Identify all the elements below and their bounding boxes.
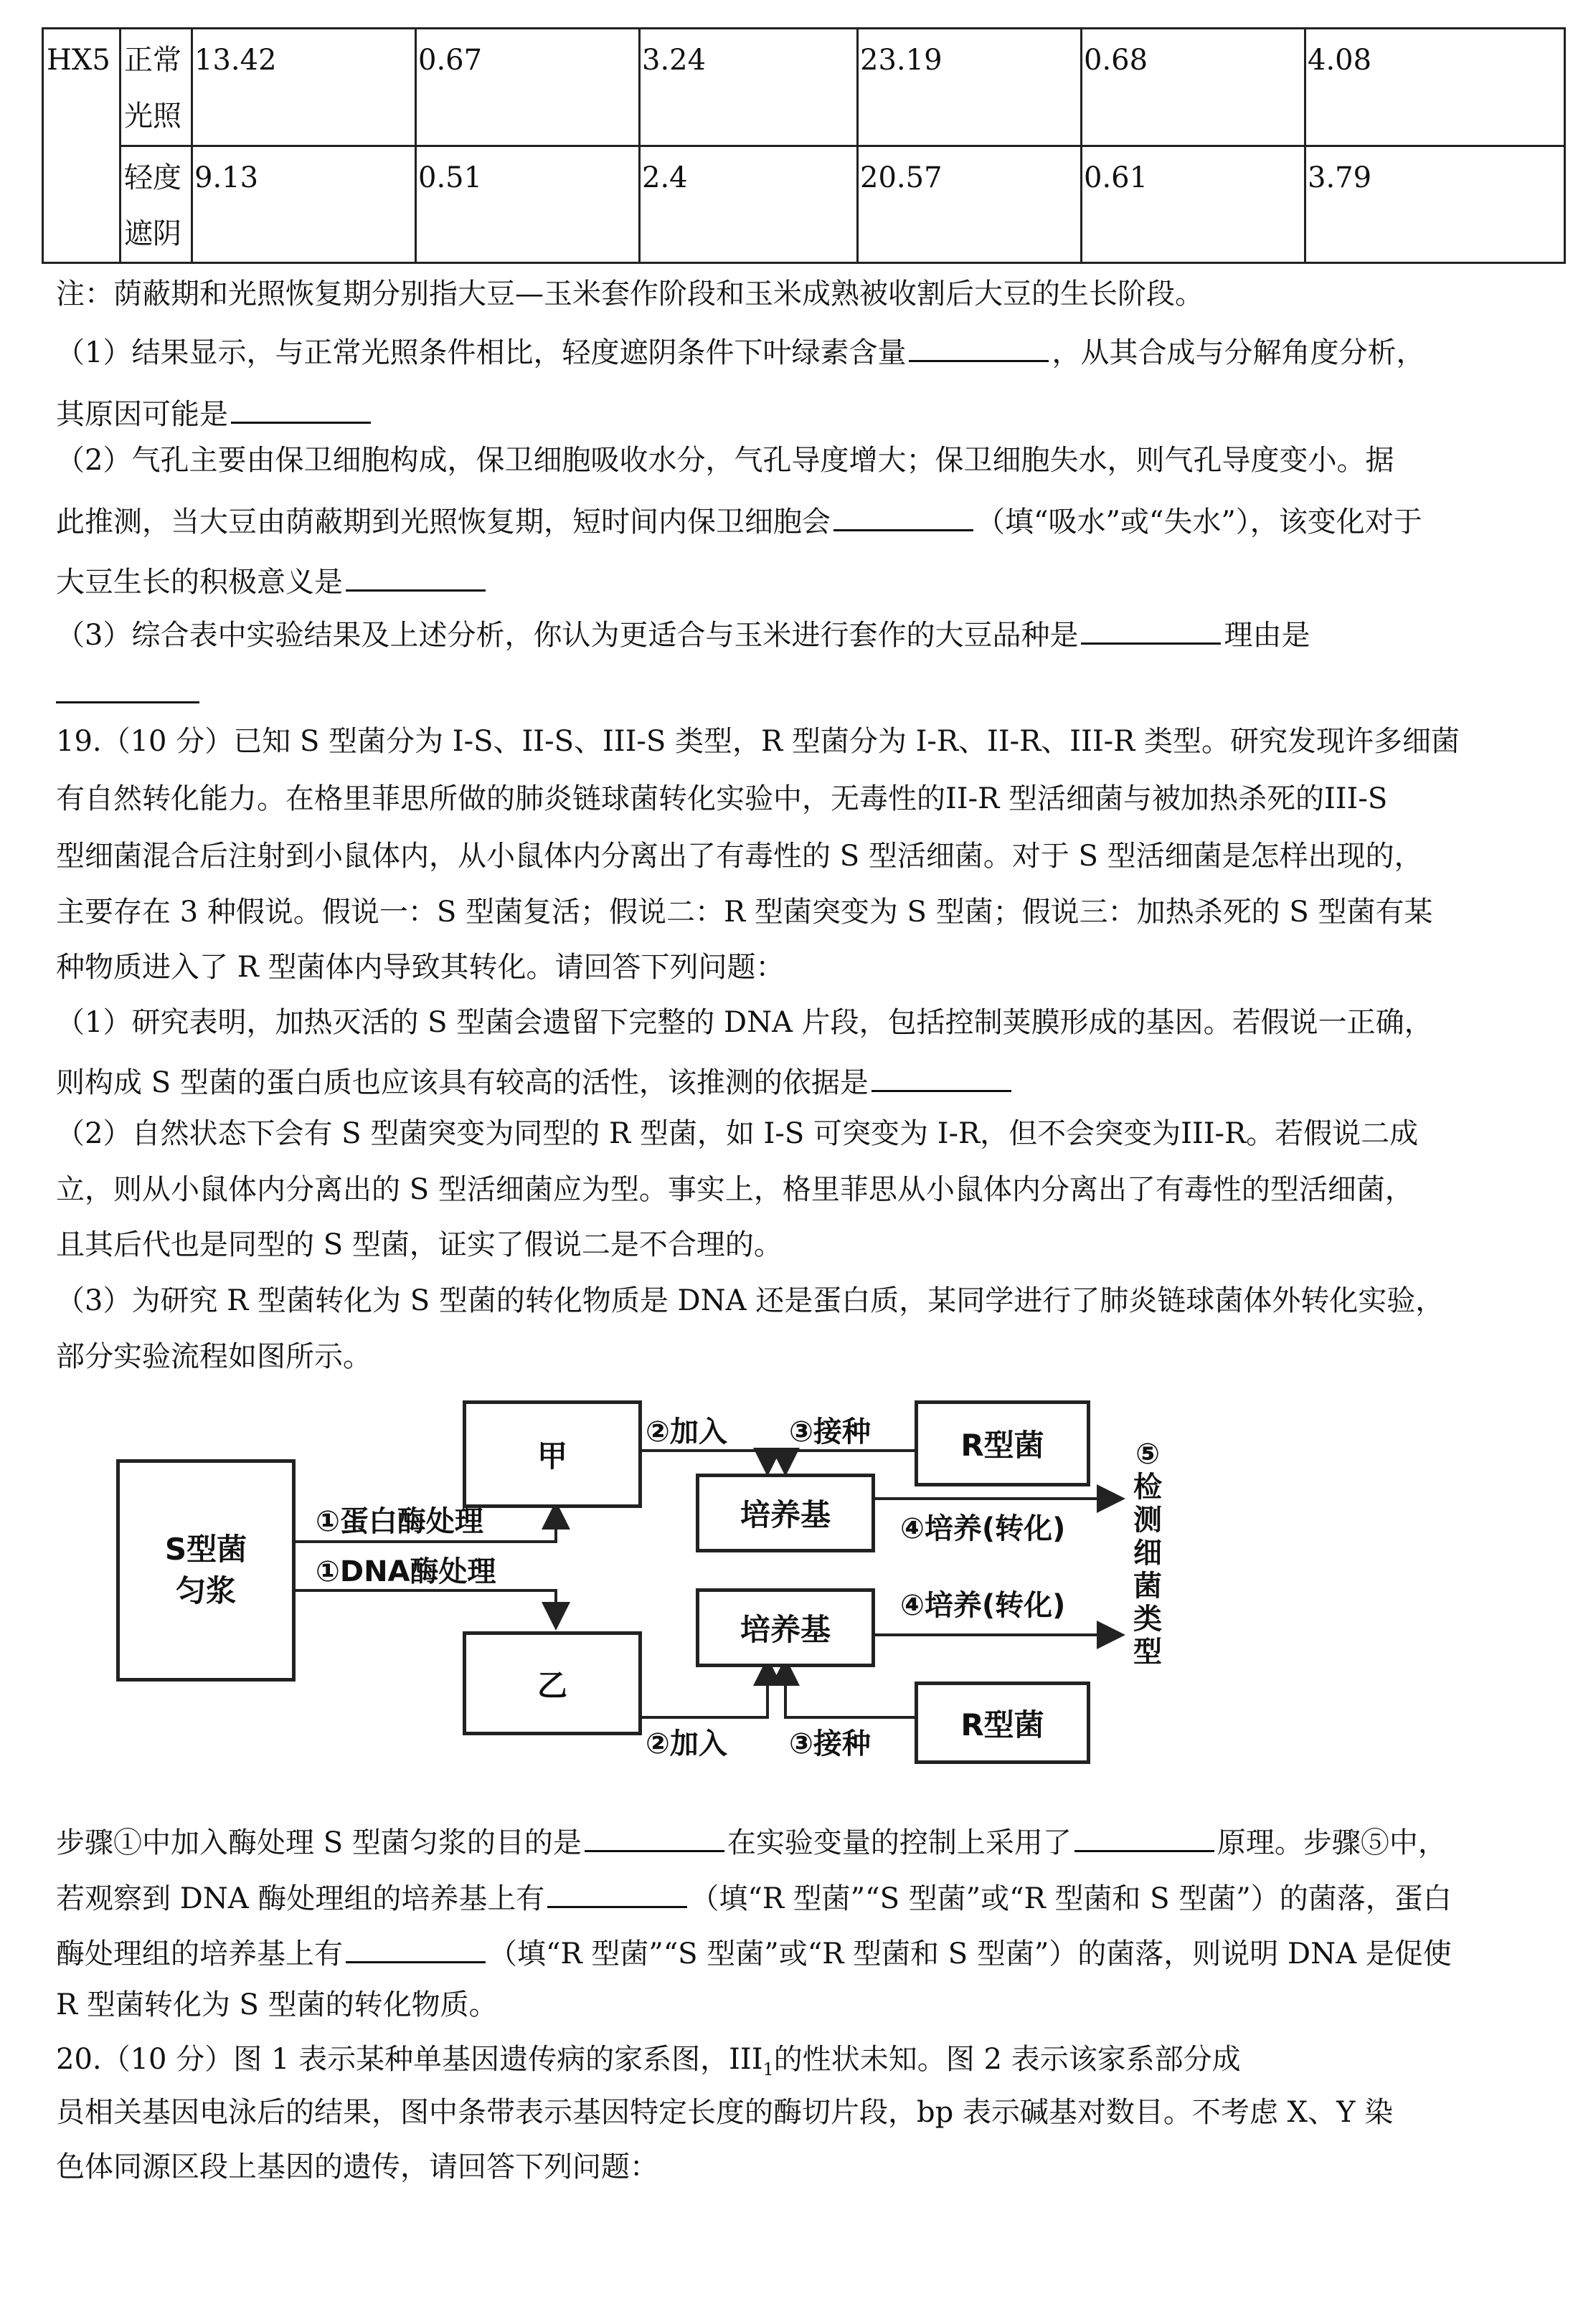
q18-part2: （2）气孔主要由保卫细胞构成，保卫细胞吸收水分，气孔导度增大；保卫细胞失水，则气孔导度变小。据 [56, 444, 1394, 477]
step4-label: ④培养(转化) [900, 1512, 1066, 1545]
table-row [43, 146, 1565, 263]
value-cell: 3.24 [640, 29, 858, 146]
step1-protease-label: ①蛋白酶处理 [316, 1505, 483, 1538]
q18-part1-cont [56, 393, 374, 432]
answer-blank[interactable] [231, 393, 371, 424]
medium-label: 培养基 [740, 1497, 831, 1532]
r-label: R型菌 [960, 1707, 1044, 1742]
step3-label: ③接种 [789, 1415, 871, 1448]
q18-part1 [56, 331, 1425, 370]
jia-box [463, 1400, 642, 1508]
q20-line2: 员相关基因电泳后的结果，图中条带表示基因特定长度的酶切片段，bp 表示碱基对数目。不考虑 X、Y 染 [56, 2096, 1394, 2129]
value-cell: 2.4 [640, 146, 858, 263]
step5-label: ⑤检测细菌类型 [1133, 1438, 1162, 1669]
text: （填“吸水”或“失水”），该变化对于 [976, 506, 1422, 539]
answer-blank[interactable] [909, 331, 1049, 362]
q18-part2-cont [56, 501, 1422, 539]
text: ，从其合成与分解角度分析， [1052, 336, 1425, 369]
yi-label: 乙 [537, 1667, 567, 1703]
value-cell: 0.68 [1082, 29, 1305, 146]
q18-part3 [56, 614, 1310, 653]
medium-box-top [696, 1474, 875, 1552]
answer-blank[interactable] [346, 1932, 486, 1963]
table-note: 注：荫蔽期和光照恢复期分别指大豆—玉米套作阶段和玉米成熟被收割后大豆的生长阶段。 [56, 278, 1204, 310]
value-cell: 13.42 [192, 29, 416, 146]
value-cell: 0.51 [416, 146, 640, 263]
step4-label: ④培养(转化) [900, 1589, 1066, 1622]
table-row [43, 29, 1565, 146]
step2-label: ②加入 [646, 1727, 727, 1760]
text: 其原因可能是 [56, 398, 228, 431]
q19-answer3 [56, 1932, 1452, 1971]
results-table [42, 27, 1566, 264]
r-label: R型菌 [960, 1428, 1044, 1463]
medium-box-bottom [696, 1588, 875, 1667]
value-cell: 0.67 [416, 29, 640, 146]
s-homogenate-label: S型菌匀浆 [164, 1532, 247, 1608]
text: 则构成 S 型菌的蛋白质也应该具有较高的活性，该推测的依据是 [56, 1066, 869, 1099]
q19-answer4: R 型菌转化为 S 型菌的转化物质。 [56, 1988, 498, 2021]
q20-line3: 色体同源区段上基因的遗传，请回答下列问题： [56, 2150, 658, 2183]
condition-cell: 正常光照 [121, 29, 192, 146]
text: 此推测，当大豆由荫蔽期到光照恢复期，短时间内保卫细胞会 [56, 506, 831, 539]
value-cell: 4.08 [1305, 29, 1565, 146]
q19-sub3-cont: 部分实验流程如图所示。 [56, 1340, 372, 1373]
text: 大豆生长的积极意义是 [56, 566, 343, 599]
answer-blank[interactable] [585, 1821, 724, 1852]
answer-blank[interactable] [56, 673, 199, 703]
q20-line1 [56, 2042, 1241, 2087]
text: （填“R 型菌”“S 型菌”或“R 型菌和 S 型菌”）的菌落，蛋白 [690, 1882, 1452, 1915]
q19-sub1: （1）研究表明，加热灭活的 S 型菌会遗留下完整的 DNA 片段，包括控制荚膜形成的基因。若假说一正确， [56, 1006, 1433, 1039]
answer-blank[interactable] [1074, 1821, 1214, 1852]
text: 20.（10 分）图 1 表示某种单基因遗传病的家系图，III [56, 2043, 763, 2076]
jia-label: 甲 [537, 1438, 567, 1474]
q19-answer2 [56, 1877, 1452, 1916]
answer-blank[interactable] [871, 1061, 1011, 1092]
answer-blank[interactable] [547, 1877, 687, 1908]
q19-sub2-cont2: 且其后代也是同型的 S 型菌，证实了假说二是不合理的。 [56, 1228, 783, 1261]
value-cell: 0.61 [1082, 146, 1305, 263]
text: （3）综合表中实验结果及上述分析，你认为更适合与玉米进行套作的大豆品种是 [56, 619, 1079, 652]
value-cell: 9.13 [192, 146, 416, 263]
q18-part3-cont [56, 673, 202, 711]
medium-label: 培养基 [740, 1612, 831, 1647]
subscript: 1 [762, 2059, 774, 2079]
r-box-top [915, 1400, 1090, 1486]
s-homogenate-box [116, 1459, 296, 1682]
step2-label: ②加入 [646, 1415, 727, 1448]
text: （填“R 型菌”“S 型菌”或“R 型菌和 S 型菌”）的菌落，则说明 DNA 是促使 [488, 1938, 1452, 1970]
yi-box [463, 1631, 642, 1735]
answer-blank[interactable] [833, 501, 973, 531]
text: 酶处理组的培养基上有 [56, 1938, 343, 1970]
text: 步骤①中加入酶处理 S 型菌匀浆的目的是 [56, 1826, 582, 1859]
text: 理由是 [1224, 619, 1310, 652]
experiment-flow-diagram [108, 1388, 1363, 1789]
q19-sub2-cont: 立，则从小鼠体内分离出的 S 型活细菌应为型。事实上，格里菲思从小鼠体内分离出了有毒性的型活细菌， [56, 1173, 1414, 1206]
q19-sub3: （3）为研究 R 型菌转化为 S 型菌的转化物质是 DNA 还是蛋白质，某同学进行了肺炎链球菌体外转化实验， [56, 1284, 1445, 1317]
step1-dnase-label: ①DNA酶处理 [316, 1555, 496, 1588]
q19-line1: 19.（10 分）已知 S 型菌分为 I-S、II-S、III-S 类型，R 型菌分为 I-R、II-R、III-R 类型。研究发现许多细菌 [56, 725, 1460, 758]
r-box-bottom [915, 1682, 1090, 1764]
value-cell: 20.57 [858, 146, 1082, 263]
text: 若观察到 DNA 酶处理组的培养基上有 [56, 1882, 545, 1915]
q19-line5: 种物质进入了 R 型菌体内导致其转化。请回答下列问题： [56, 951, 785, 984]
text: 的性状未知。图 2 表示该家系部分成 [773, 2043, 1241, 2076]
step3-label: ③接种 [789, 1727, 871, 1760]
q19-line2: 有自然转化能力。在格里菲思所做的肺炎链球菌转化实验中，无毒性的II-R 型活细菌与被加热杀死的III-S [56, 782, 1388, 815]
answer-blank[interactable] [1081, 614, 1221, 645]
variety-cell: HX5 [43, 29, 121, 263]
value-cell: 3.79 [1305, 146, 1565, 263]
q19-answer1 [56, 1821, 1447, 1860]
answer-blank[interactable] [346, 561, 486, 592]
condition-cell: 轻度遮阴 [121, 146, 192, 263]
text: 在实验变量的控制上采用了 [727, 1826, 1072, 1859]
q18-part2-cont2 [56, 561, 488, 599]
value-cell: 23.19 [858, 29, 1082, 146]
q19-line3: 型细菌混合后注射到小鼠体内，从小鼠体内分离出了有毒性的 S 型活细菌。对于 S 型活细菌是怎样出现的， [56, 840, 1423, 873]
text: 原理。步骤⑤中， [1217, 1826, 1447, 1859]
q19-sub1-cont [56, 1061, 1014, 1100]
q19-sub2: （2）自然状态下会有 S 型菌突变为同型的 R 型菌，如 I-S 可突变为 I-R，但不会突变为III-R。若假说二成 [56, 1117, 1419, 1150]
q19-line4: 主要存在 3 种假说。假说一：S 型菌复活；假说二：R 型菌突变为 S 型菌；假说三：加热杀死的 S 型菌有某 [56, 896, 1433, 929]
text: （1）结果显示，与正常光照条件相比，轻度遮阴条件下叶绿素含量 [56, 336, 907, 369]
